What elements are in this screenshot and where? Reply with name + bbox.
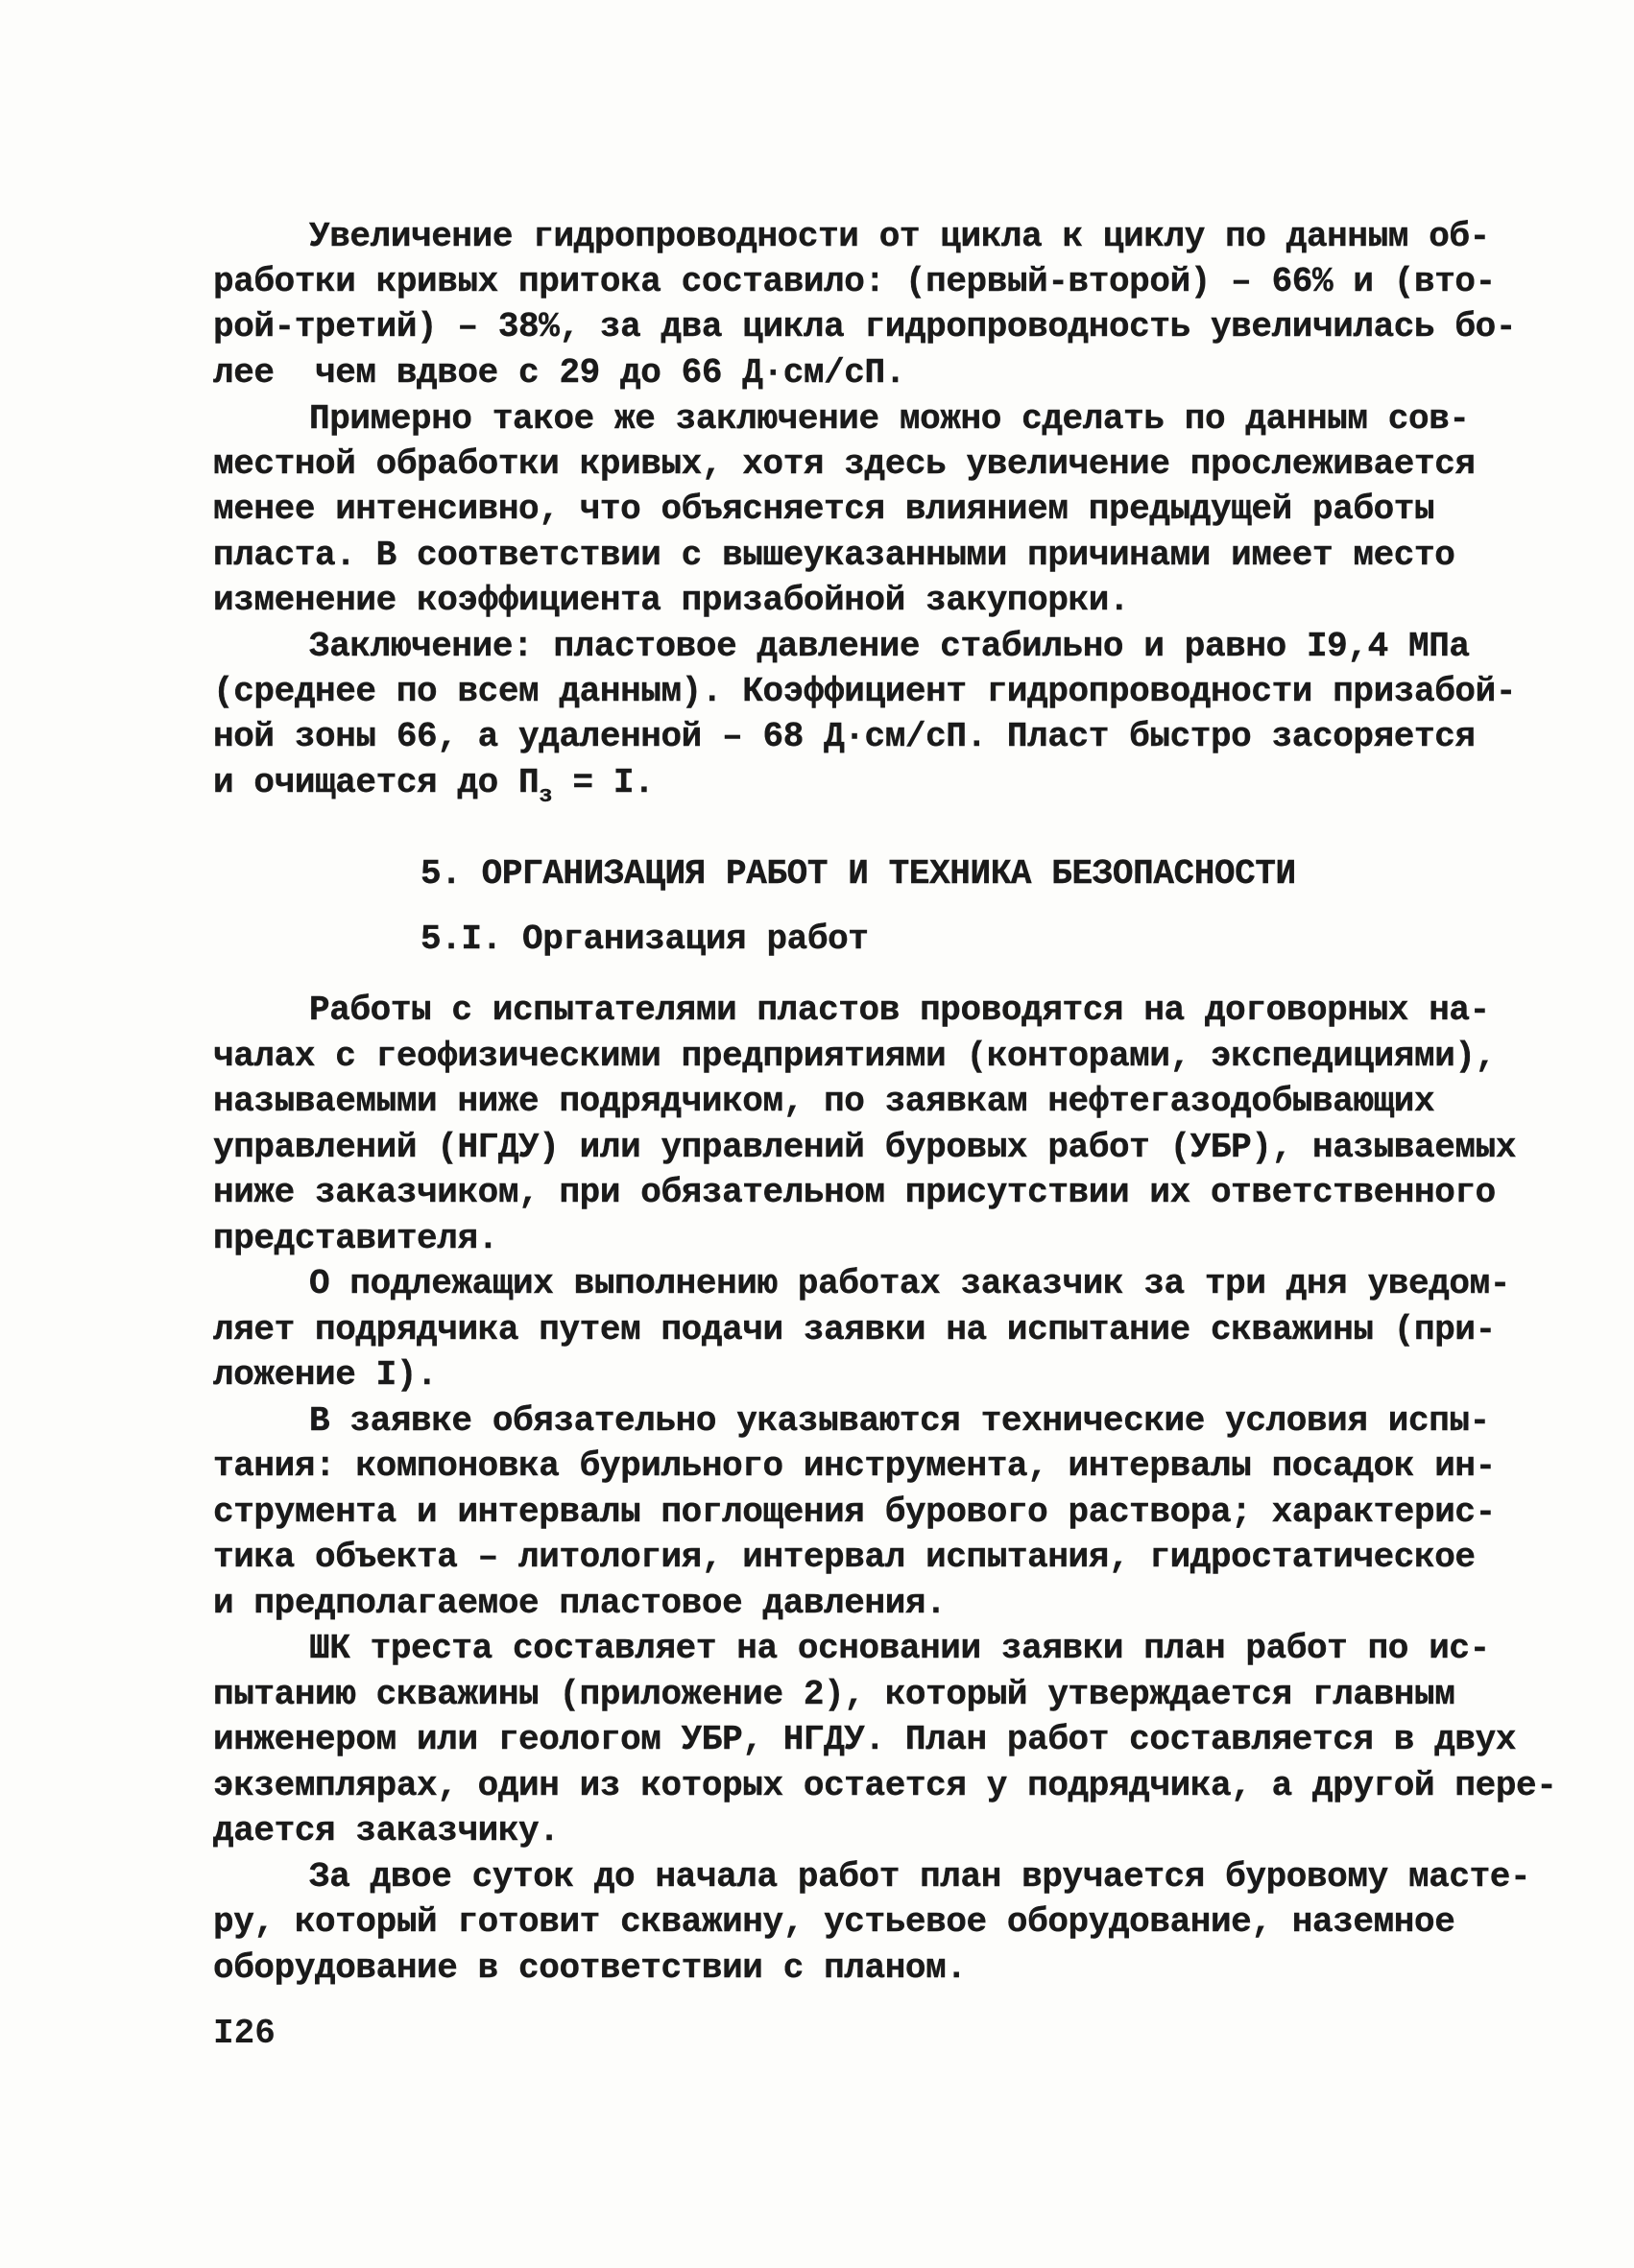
text-line: За двое суток до начала работ план вручается буровому масте- — [309, 1857, 1531, 1897]
text-line: менее интенсивно, что объясняется влиянием предыдущей работы — [213, 489, 1435, 529]
text-line: называемыми ниже подрядчиком, по заявкам нефтегазодобывающих — [213, 1082, 1435, 1121]
text-line: оборудование в соответствии с планом. — [213, 1948, 967, 1988]
text-line: представителя. — [213, 1219, 498, 1258]
text-line: Увеличение гидропроводности от цикла к циклу по данным об- — [309, 217, 1490, 256]
text-line: местной обработки кривых, хотя здесь увеличение прослеживается — [213, 444, 1476, 484]
text-line: тика объекта – литология, интервал испытания, гидростатическое — [213, 1538, 1476, 1577]
text-line: ру, который готовит скважину, устьевое оборудование, наземное — [213, 1902, 1455, 1942]
text-fragment: = I. — [552, 763, 655, 802]
text-line: работки кривых притока составило: (первый-второй) – 66% и (вто- — [213, 262, 1496, 301]
text-line: тания: компоновка бурильного инструмента, интервалы посадок ин- — [213, 1446, 1496, 1486]
text-line: ложение I). — [213, 1355, 438, 1395]
text-line: изменение коэффициента призабойной закупорки. — [213, 581, 1130, 620]
text-line: управлений (НГДУ) или управлений буровых работ (УБР), называемых — [213, 1128, 1517, 1167]
text-line: (среднее по всем данным). Коэффициент гидропроводности призабой- — [213, 672, 1517, 711]
page-number: I26 — [213, 2014, 276, 2053]
text-line: ШК треста составляет на основании заявки план работ по ис- — [309, 1629, 1490, 1668]
text-line: О подлежащих выполнению работах заказчик за три дня уведом- — [309, 1264, 1511, 1303]
subsection-heading: 5.I. Организация работ — [421, 919, 869, 959]
text-line: и предполагаемое пластовое давления. — [213, 1584, 947, 1623]
text-line: Работы с испытателями пластов проводятся на договорных на- — [309, 991, 1490, 1030]
text-line: экземплярах, один из которых остается у подрядчика, а другой пере- — [213, 1766, 1557, 1805]
text-line: дается заказчику. — [213, 1811, 560, 1850]
text-line: ниже заказчиком, при обязательном присутствии их ответственного — [213, 1173, 1496, 1212]
text-line: Примерно такое же заключение можно сделать по данным сов- — [309, 399, 1470, 439]
text-line: рой-третий) – 38%, за два цикла гидропроводность увеличилась бо- — [213, 307, 1517, 346]
subscript: з — [539, 783, 553, 809]
text-line: ляет подрядчика путем подачи заявки на испытание скважины (при- — [213, 1310, 1496, 1349]
text-fragment: и очищается до П — [213, 763, 540, 802]
text-line: пласта. В соответствии с вышеуказанными причинами имеет место — [213, 536, 1455, 575]
text-line: ной зоны 66, а удаленной – 68 Д·см/сП. Пласт быстро засоряется — [213, 717, 1476, 756]
text-line: Заключение: пластовое давление стабильно и равно I9,4 МПа — [309, 627, 1470, 666]
text-line: чалах с геофизическими предприятиями (конторами, экспедициями), — [213, 1037, 1496, 1076]
text-line: инженером или геологом УБР, НГДУ. План работ составляется в двух — [213, 1720, 1517, 1759]
text-line — [213, 761, 654, 819]
section-heading: 5. ОРГАНИЗАЦИЯ РАБОТ И ТЕХНИКА БЕЗОПАСНОСТИ — [421, 854, 1296, 894]
text-line: пытанию скважины (приложение 2), который утверждается главным — [213, 1675, 1455, 1714]
text-line: струмента и интервалы поглощения бурового раствора; характерис- — [213, 1492, 1496, 1532]
text-line: лее чем вдвое с 29 до 66 Д·см/сП. — [213, 353, 905, 393]
text-line: В заявке обязательно указываются технические условия испы- — [309, 1401, 1490, 1441]
